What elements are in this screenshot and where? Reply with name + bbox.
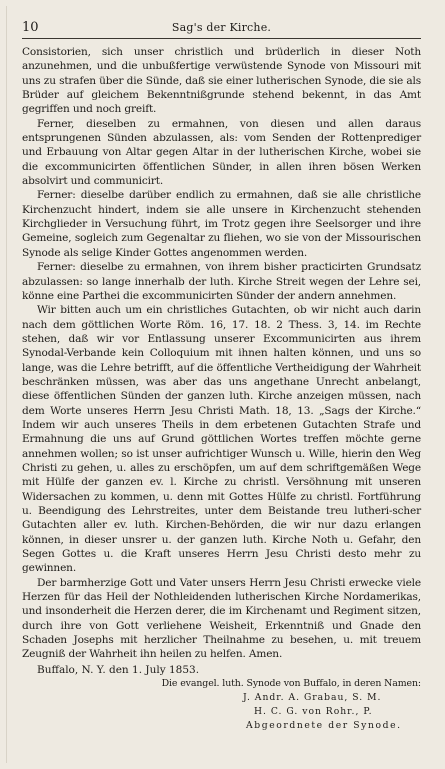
delegates-line: Abgeordnete der Synode.: [246, 720, 402, 732]
signatory-grabau: J. Andr. A. Grabau, S. M.: [243, 692, 382, 704]
page-header: [22, 18, 421, 39]
paragraph-blessing: Der barmherzige Gott und Vater unsers Herrn Jesu Christi erwecke viele Herzen für das Heil der Nothleidenden lutherischen Kirche Nordamerikas, und insonderheit die Herzen derer, die im Kirchenamt und Regiment sitzen, durch ihre von Gott verliehene Weisheit, Erkenntniß und Gnade den Schaden Josephs mit herzlicher Theilnahme zu besehen, u. mit treuem Zeugniß der Wahrheit ihn heilen zu helfen. Amen.: [22, 576, 421, 661]
running-title: Sag's der Kirche.: [171, 21, 272, 34]
paragraph-petition: Wir bitten auch um ein christliches Gutachten, ob wir nicht auch darin nach dem göttlichen Worte Röm. 16, 17. 18. 2 Thess. 3, 14. im Rechte stehen, daß wir vor Entlassung unserer Excommunicirten aus ihrem Synodal-Verbande kein Colloquium mit ihnen halten können, und uns so lange, was die Lehre betrifft, auf die öffentliche Vertheidigung der Wahrheit beschränken müssen, was aber das uns angethane Unrecht anbelangt, diese öffentlichen Sünden der ganzen luth. Kirche anzeigen müssen, nach dem Worte unseres Herrn Jesu Christi Math. 18, 13. „Sags der Kirche.“ Indem wir auch unseres Theils in dem erbetenen Gutachten Strafe und Ermahnung die uns auf Grund göttlichen Wortes treffen möchte gerne annehmen wollen; so ist unser aufrichtiger Wunsch u. Wille, hierin den Weg Christi zu gehen, u. alles zu erschöpfen, um auf dem schriftgemäßen Wege mit Hülfe der ganzen ev. l. Kirche zu christl. Versöhnung mit unseren Widersachen zu kommen, u. denn mit Gottes Hülfe zu christl. Fortführung u. Beendigung des Lehrstreites, unter dem Beistande treu lutheri-scher Gutachten aller ev. luth. Kirchen-Behörden, die wir nur dazu erlangen können, in dieser unsrer u. der ganzen luth. Kirche Noth u. Gefahr, den Segen Gottes u. die Kraft unseres Herrn Jesu Christi desto mehr zu gewinnen.: [22, 304, 421, 575]
paragraph-ferner-2: Ferner: dieselbe darüber endlich zu ermahnen, daß sie alle christliche Kirchenzucht hindert, indem sie alle unsere in Kirchenzucht stehenden Kirchglieder in Versuchung führt, im Trotz gegen ihre Seelsorger und ihre Gemeine, sogleich zum Gegenaltar zu fliehen, wo sie von der Missourischen Synode als selige Kinder Gottes angenommen werden.: [22, 189, 421, 259]
paragraph-ferner-1: Ferner, dieselben zu ermahnen, von diesen und allen daraus entsprungenen Sünden abzulassen, als: vom Senden der Rottenprediger und Erbauung von Altar gegen Altar in der lutherischen Kirche, wobei sie die excommunicirten öffentlichen Sünder, in allen ihren bösen Werken absolvirt und communicirt.: [22, 117, 421, 188]
date-line: Buffalo, N. Y. den 1. July 1853.: [37, 663, 200, 676]
paragraph-continuation: Consistorien, sich unser christlich und brüderlich in dieser Noth anzunehmen, und die unbußfertige verwüstende Synode von Missouri mit uns zu strafen über die Sünde, daß sie einer lutherischen Synode, die sie als Brüder auf gleichem Bekenntnißgrunde stehend bekennt, in das Amt gegriffen und noch greift.: [22, 46, 421, 116]
page-number: 10: [22, 20, 39, 35]
signatory-von-rohr: H. C. G. von Rohr., P.: [254, 706, 373, 718]
body-text: [22, 45, 421, 662]
signatories-intro: Die evangel. luth. Synode von Buffalo, in deren Namen:: [161, 678, 421, 690]
paragraph-ferner-3: Ferner: dieselbe zu ermahnen, von ihrem bisher practicirten Grundsatz abzulassen: so lange innerhalb der luth. Kirche Streit wegen der Lehre sei, könne eine Parthei die excommunicirten Sünder der andern annehmen.: [22, 261, 421, 302]
